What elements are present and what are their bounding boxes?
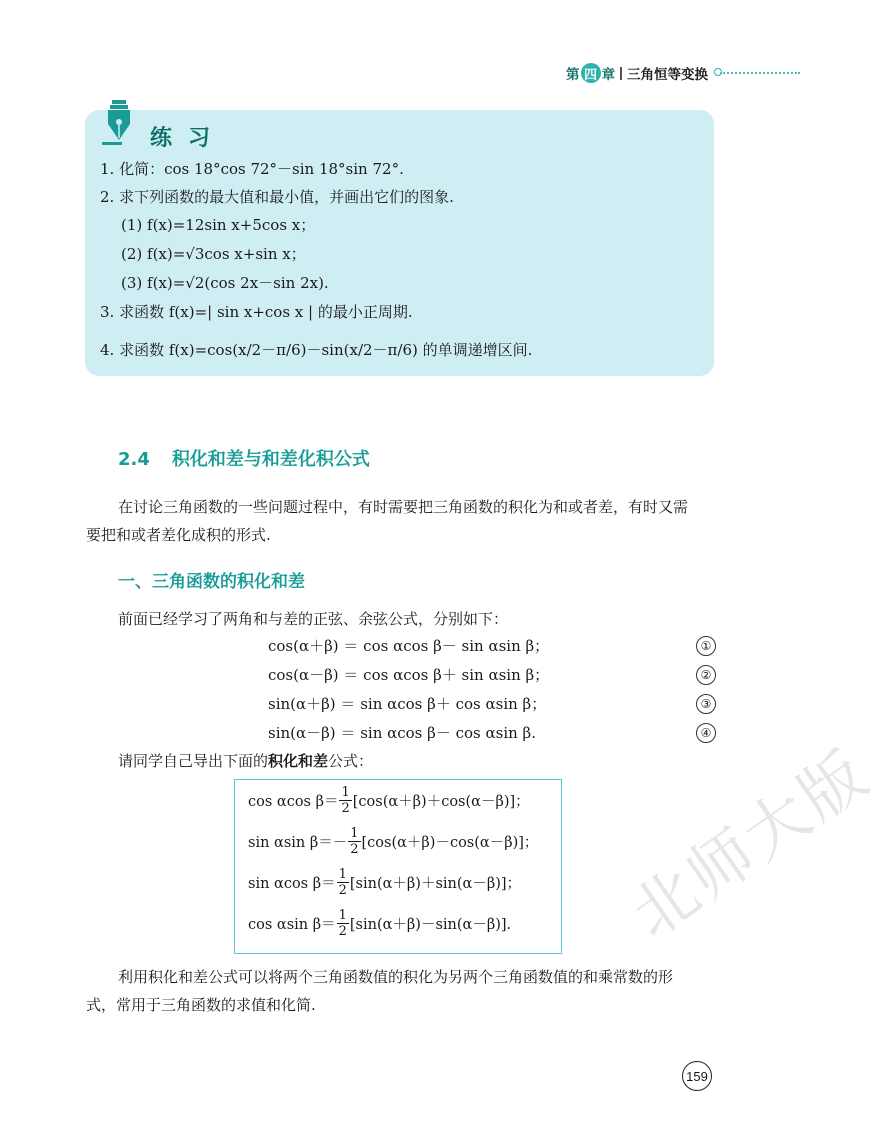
header-divider: [620, 67, 622, 80]
formula-number-1: ①: [696, 636, 716, 656]
pf2-numerator: 1: [350, 826, 359, 841]
exercise-item-1-text: 1. 化简：cos 18°cos 72°－sin 18°sin 72°.: [100, 160, 404, 178]
prompt-after: 公式：: [328, 752, 374, 770]
pf1-denominator: 2: [341, 801, 350, 816]
formula-number-2: ②: [696, 665, 716, 685]
page-number: 159: [682, 1061, 712, 1091]
prompt-before: 请同学自己导出下面的: [118, 752, 269, 770]
exercise-item-2-2-text: (2) f(x)=√3cos x+sin x；: [121, 245, 306, 263]
pf1-lhs: cos αcos β＝: [248, 794, 339, 810]
intro-line-1: 在讨论三角函数的一些问题过程中，有时需要把三角函数的积化为和或者差，有时又需: [118, 498, 689, 516]
closing-line-2: 式，常用于三角函数的求值和化简.: [86, 996, 316, 1014]
pf3-fraction: [337, 868, 349, 897]
formula-row-2: cos(α－β) ＝ cos αcos β＋ sin αsin β；: [268, 666, 550, 684]
exercise-item-2-1: [121, 214, 315, 235]
section-number: 2.4: [118, 449, 150, 470]
product-formula-3: [248, 868, 521, 897]
exercise-item-2: [100, 186, 454, 207]
pf3-denominator: 2: [338, 883, 347, 898]
exercise-item-2-1-text: (1) f(x)=12sin x+5cos x；: [121, 216, 316, 234]
product-formula-1: [248, 786, 530, 815]
formula-number-4: ④: [696, 723, 716, 743]
prompt-line: [118, 750, 373, 771]
pf1-fraction: [339, 786, 351, 815]
prompt-bold: 积化和差: [268, 752, 329, 770]
pf3-numerator: 1: [338, 867, 347, 882]
chapter-prefix: 第: [566, 67, 580, 83]
exercise-item-4-text: 4. 求函数 f(x)=cos(x/2－π/6)－sin(x/2－π/6) 的单调递增区间.: [100, 341, 533, 359]
pf4-lhs: cos αsin β＝: [248, 917, 336, 933]
pen-nib-icon: [102, 100, 134, 146]
pf2-rhs: [cos(α＋β)－cos(α－β)]；: [361, 835, 539, 851]
product-formula-4: [248, 909, 511, 938]
formula-row-1: cos(α＋β) ＝ cos αcos β－ sin αsin β；: [268, 637, 550, 655]
exercise-item-4: [100, 339, 532, 360]
exercise-item-2-3-text: (3) f(x)=√2(cos 2x－sin 2x).: [121, 274, 329, 292]
exercise-item-1: [100, 158, 404, 179]
subsection-heading: 一、三角函数的积化和差: [118, 572, 305, 592]
formula-row-4: sin(α－β) ＝ sin αcos β－ cos αsin β.: [268, 724, 536, 742]
section-title: 积化和差与和差化积公式: [171, 449, 370, 470]
pf3-lhs: sin αcos β＝: [248, 876, 336, 892]
formula-row-3: sin(α＋β) ＝ sin αcos β＋ cos αsin β；: [268, 695, 547, 713]
chapter-suffix: 章: [601, 67, 615, 83]
chapter-header: [566, 62, 708, 84]
pf2-denominator: 2: [350, 842, 359, 857]
exercise-item-2-text: 2. 求下列函数的最大值和最小值，并画出它们的图象.: [100, 188, 454, 206]
pf4-numerator: 1: [338, 908, 347, 923]
pf1-rhs: [cos(α＋β)＋cos(α－β)]；: [352, 794, 530, 810]
product-formula-2: [248, 827, 538, 856]
exercise-item-3-text: 3. 求函数 f(x)=| sin x+cos x | 的最小正周期.: [100, 303, 413, 321]
section-heading: [118, 445, 370, 471]
pf2-lhs: sin αsin β＝: [248, 835, 333, 851]
formula-number-3: ③: [696, 694, 716, 714]
pf2-fraction: [348, 827, 360, 856]
lead-sentence: 前面已经学习了两角和与差的正弦、余弦公式，分别如下：: [118, 610, 509, 628]
pf3-rhs: [sin(α＋β)＋sin(α－β)]；: [349, 876, 522, 892]
exercise-item-3: [100, 301, 413, 322]
exercise-title: 练习: [150, 126, 227, 151]
exercise-item-2-2: [121, 243, 306, 264]
pf4-rhs: [sin(α＋β)－sin(α－β)].: [349, 917, 512, 933]
exercise-item-2-3: [121, 272, 329, 293]
pf2-sign: －: [332, 835, 348, 851]
chapter-title: 三角恒等变换: [627, 67, 708, 83]
chapter-number-badge: 四: [581, 63, 601, 83]
closing-line-1: 利用积化和差公式可以将两个三角函数值的积化为另两个三角函数值的和乘常数的形: [118, 968, 674, 986]
pf1-numerator: 1: [341, 785, 350, 800]
pf4-fraction: [337, 909, 349, 938]
header-dotted-line: [720, 72, 800, 74]
pf4-denominator: 2: [338, 924, 347, 939]
intro-line-2: 要把和或者差化成积的形式.: [86, 526, 271, 544]
watermark: 北师大版: [618, 736, 884, 953]
